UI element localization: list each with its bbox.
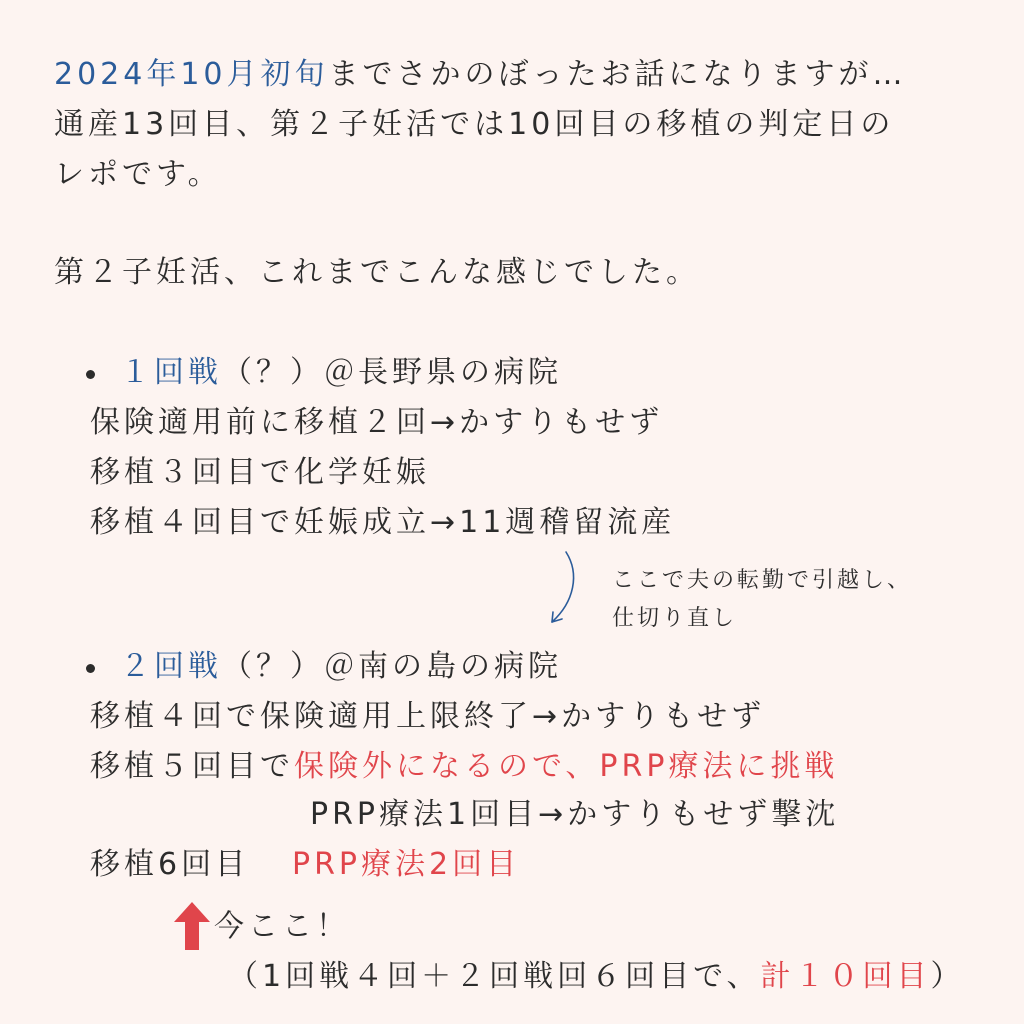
curved-arrow-icon [538, 548, 588, 628]
intro-date: 2024年10月初旬 [54, 57, 329, 92]
round2-item-1: 移植４回で保険適用上限終了→かすりもせず [90, 699, 766, 734]
summary-heading: 第２子妊活、これまでこんな感じでした。 [54, 255, 700, 290]
now-marker-note [228, 959, 965, 994]
round1-location: （？）＠長野県の病院 [222, 355, 562, 390]
intro-line-1-rest: までさかのぼったお話になりますが… [328, 57, 907, 92]
round2-item-2 [90, 749, 839, 784]
round2-label: ２回戦 [120, 649, 222, 684]
round2-item-2-prefix: 移植５回目で [90, 749, 294, 784]
now-marker-label: 今ここ！ [214, 909, 350, 944]
intro-line-2: 通産13回目、第２子妊活では10回目の移植の判定日の [54, 107, 895, 142]
round2-item-4-prefix: 移植6回目 [90, 847, 250, 882]
up-arrow-icon [172, 900, 212, 952]
round2-bullet [86, 664, 95, 673]
round2-item-4 [90, 847, 250, 882]
round1-label: １回戦 [120, 355, 222, 390]
intro-line-3: レポです。 [54, 157, 222, 192]
round1-heading [120, 355, 562, 390]
now-marker-note-suffix: ） [930, 959, 965, 994]
transition-note-line-2: 仕切り直し [612, 606, 738, 631]
now-marker-note-highlight: 計１０回目 [760, 959, 931, 994]
round2-location: （？）＠南の島の病院 [222, 649, 562, 684]
round2-item-4-highlight: PRP療法2回目 [292, 847, 521, 882]
round2-item-3: PRP療法1回目→かすりもせず撃沈 [310, 797, 840, 832]
round2-heading [120, 649, 562, 684]
round1-item-1: 保険適用前に移植２回→かすりもせず [90, 405, 664, 440]
round1-item-2: 移植３回目で化学妊娠 [90, 455, 430, 490]
round2-item-2-highlight: 保険外になるので、PRP療法に挑戦 [294, 749, 839, 784]
round1-item-3: 移植４回目で妊娠成立→11週稽留流産 [90, 505, 676, 540]
intro-line-1 [54, 57, 907, 92]
now-marker-note-prefix: （1回戦４回＋２回戦回６回目で、 [228, 959, 761, 994]
transition-note-line-1: ここで夫の転勤で引越し、 [612, 568, 913, 593]
round1-bullet [86, 370, 95, 379]
